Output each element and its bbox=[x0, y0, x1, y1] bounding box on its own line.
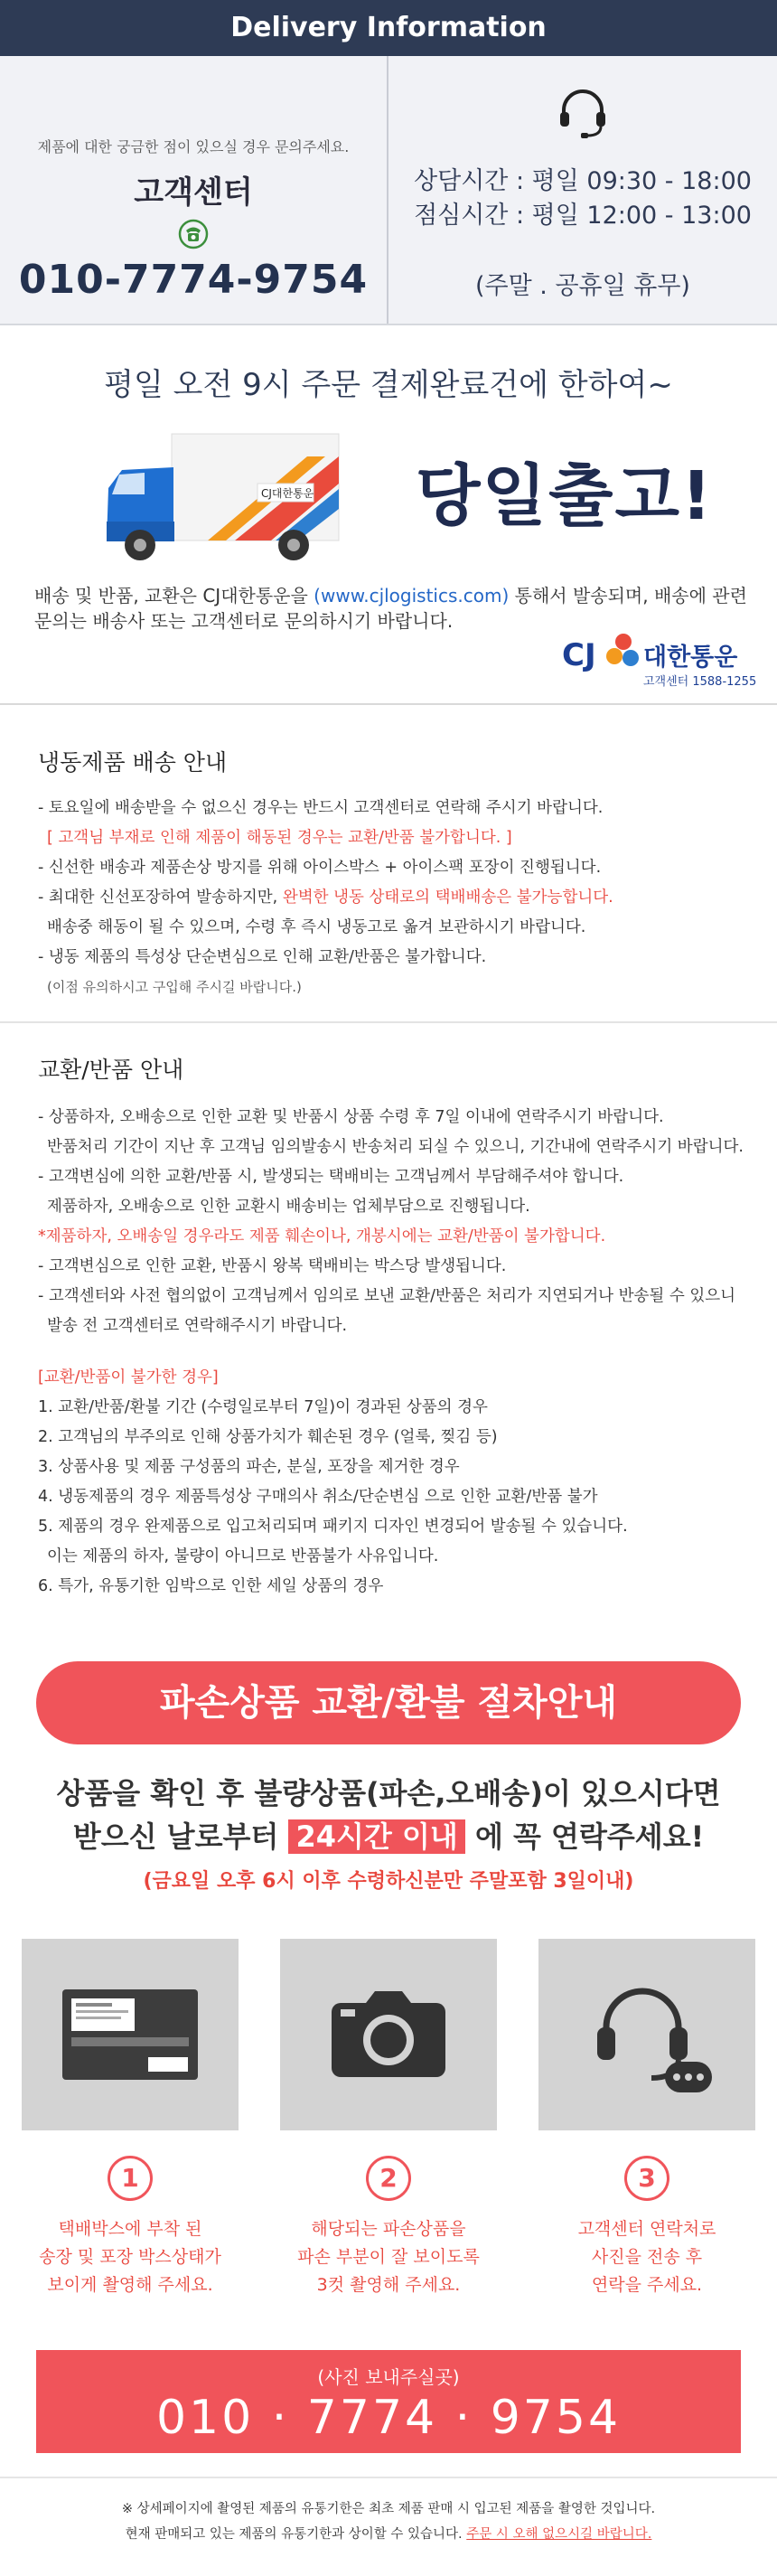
headset-icon bbox=[551, 83, 614, 143]
step-2-text-1: 해당되는 파손상품을 bbox=[311, 2219, 466, 2239]
photo-send-box bbox=[36, 2350, 741, 2453]
step-2 bbox=[280, 1939, 497, 2299]
same-day-condition: 평일 오전 9시 주문 결제완료건에 한하여~ bbox=[104, 367, 673, 403]
frozen-line-7: (이점 유의하시고 구입해 주시길 바랍니다.) bbox=[47, 979, 302, 995]
exchange-line-4: 제품하자, 오배송으로 인한 교환시 배송비는 업체부담으로 진행됩니다. bbox=[47, 1198, 530, 1216]
frozen-line-3: - 신선한 배송과 제품손상 방지를 위해 아이스박스 + 아이스팩 포장이 진행됩니다. bbox=[38, 859, 602, 877]
exchange-line-6: - 고객변심으로 인한 교환, 반품시 왕복 택배비는 박스당 발생됩니다. bbox=[38, 1257, 507, 1275]
footer-notice bbox=[0, 2477, 777, 2547]
banner-title: 파손상품 교환/환불 절차안내 bbox=[159, 1682, 618, 1724]
damage-message-2: 받으신 날로부터 24시간 이내 에 꼭 연락주세요! bbox=[72, 1819, 705, 1854]
step-2-text-2: 파손 부분이 잘 보이도록 bbox=[297, 2247, 480, 2267]
exchange-line-8: 발송 전 고객센터로 연락해주시기 바랍니다. bbox=[47, 1317, 348, 1335]
exchange-line-5: *제품하자, 오배송일 경우라도 제품 훼손이나, 개봉시에는 교환/반품이 불가합니다. bbox=[38, 1227, 606, 1246]
frozen-line-2: [ 고객님 부재로 인해 제품이 해동된 경우는 교환/반품 불가합니다. ] bbox=[47, 829, 512, 847]
headset-icon bbox=[579, 1971, 715, 2098]
phone-number: 010-7774-9754 bbox=[18, 257, 369, 303]
logo-cj-text: CJ bbox=[562, 637, 596, 673]
delivery-truck-image bbox=[99, 429, 343, 569]
lunch-hours: 점심시간 : 평일 12:00 - 13:00 bbox=[414, 202, 752, 230]
step-1-image bbox=[22, 1939, 239, 2130]
step-3-number: 3 bbox=[624, 2156, 669, 2201]
holiday-notice: (주말 . 공휴일 휴무) bbox=[475, 272, 690, 300]
frozen-line-4: - 최대한 신선포장하여 발송하지만, 완벽한 냉동 상태로의 택배배송은 불가능합니다. bbox=[38, 888, 613, 907]
step-3-image bbox=[538, 1939, 755, 2130]
exchange-return-section bbox=[0, 1023, 777, 1661]
contact-panel bbox=[0, 56, 777, 325]
logo-name-text: 대한통운 bbox=[643, 644, 738, 672]
step-1 bbox=[22, 1939, 239, 2299]
footer-line-2: 현재 판매되고 있는 제품의 유통기한과 상이할 수 있습니다. 주문 시 오해 없으시길 바랍니다. bbox=[125, 2527, 652, 2542]
step-1-text-3: 보이게 촬영해 주세요. bbox=[47, 2275, 213, 2295]
send-label: (사진 보내주실곳) bbox=[317, 2366, 460, 2388]
not-allowed-2: 2. 고객님의 부주의로 인해 상품가치가 훼손된 경우 (얼룩, 찢김 등) bbox=[38, 1428, 498, 1446]
damage-message-1: 상품을 확인 후 불량상품(파손,오배송)이 있으시다면 bbox=[56, 1776, 721, 1810]
shipping-section bbox=[0, 325, 777, 705]
exchange-title: 교환/반품 안내 bbox=[38, 1057, 184, 1083]
step-2-text-3: 3컷 촬영해 주세요. bbox=[316, 2275, 461, 2295]
damage-message-3: (금요일 오후 6시 이후 수령하신분만 주말포함 3일이내) bbox=[143, 1870, 634, 1893]
camera-icon bbox=[330, 1989, 447, 2080]
not-allowed-1: 1. 교환/반품/환불 기간 (수령일로부터 7일)이 경과된 상품의 경우 bbox=[38, 1398, 488, 1416]
step-1-text-1: 택배박스에 부착 된 bbox=[58, 2219, 202, 2239]
frozen-delivery-section bbox=[0, 705, 777, 1023]
consult-hours: 상담시간 : 평일 09:30 - 18:00 bbox=[414, 167, 752, 195]
business-hours bbox=[388, 56, 777, 324]
truck-brand-text: CJ대한통운 bbox=[261, 487, 314, 500]
footer-line-1: ※ 상세페이지에 촬영된 제품의 유통기한은 최초 제품 판매 시 입고된 제품을 촬영한 것입니다. bbox=[121, 2502, 656, 2516]
cj-website-link[interactable]: (www.cjlogistics.com) bbox=[314, 585, 510, 606]
step-3-text-1: 고객센터 연락처로 bbox=[577, 2219, 716, 2239]
not-allowed-title: [교환/반품이 불가한 경우] bbox=[38, 1368, 219, 1387]
time-limit-highlight: 24시간 이내 bbox=[288, 1819, 464, 1854]
logo-sub-text: 고객센터 1588-1255 bbox=[643, 675, 757, 689]
damage-message bbox=[0, 1772, 777, 1894]
desc-part-c: 문의는 배송사 또는 고객센터로 문의하시기 바랍니다. bbox=[34, 610, 454, 632]
frozen-warning: 완벽한 냉동 상태로의 택배배송은 불가능합니다. bbox=[282, 888, 613, 907]
footer-warning: 주문 시 오해 없으시길 바랍니다. bbox=[466, 2527, 652, 2542]
damage-procedure-banner bbox=[36, 1661, 741, 1744]
step-3-text-2: 사진을 전송 후 bbox=[591, 2247, 703, 2267]
exchange-line-3: - 고객변심에 의한 교환/반품 시, 발생되는 택배비는 고객님께서 부담해주셔야 합니다. bbox=[38, 1168, 624, 1186]
step-1-text-2: 송장 및 포장 박스상태가 bbox=[39, 2247, 221, 2267]
desc-part-b: 통해서 발송되며, 배송에 관련 bbox=[509, 585, 747, 606]
not-allowed-7: 6. 특가, 유통기한 임박으로 인한 세일 상품의 경우 bbox=[38, 1577, 384, 1595]
not-allowed-6: 이는 제품의 하자, 불량이 아니므로 반품불가 사유입니다. bbox=[47, 1547, 439, 1565]
exchange-line-1: - 상품하자, 오배송으로 인한 교환 및 반품시 상품 수령 후 7일 이내에 연락주시기 바랍니다. bbox=[38, 1108, 664, 1126]
inquiry-text: 제품에 대한 궁금한 점이 있으실 경우 문의주세요. bbox=[37, 138, 350, 155]
step-3 bbox=[538, 1939, 755, 2299]
step-3-text-3: 연락을 주세요. bbox=[591, 2275, 703, 2295]
not-allowed-4: 4. 냉동제품의 경우 제품특성상 구매의사 취소/단순변심 으로 인한 교환/반품 불가 bbox=[38, 1488, 598, 1506]
not-allowed-3: 3. 상품사용 및 제품 구성품의 파손, 분실, 포장을 제거한 경우 bbox=[38, 1458, 460, 1476]
exchange-line-2: 반품처리 기간이 지난 후 고객님 임의발송시 반송처리 되실 수 있으니, 기간내에 연락주시기 바랍니다. bbox=[47, 1138, 744, 1156]
procedure-steps bbox=[0, 1939, 777, 2299]
step-1-number: 1 bbox=[108, 2156, 153, 2201]
frozen-line-5: 배송중 해동이 될 수 있으며, 수령 후 즉시 냉동고로 옮겨 보관하시기 바랍니다. bbox=[47, 918, 586, 936]
customer-center-title: 고객센터 bbox=[134, 174, 253, 211]
frozen-line-6: - 냉동 제품의 특성상 단순변심으로 인해 교환/반품은 불가합니다. bbox=[38, 948, 487, 966]
telephone-icon bbox=[178, 219, 209, 249]
page-header bbox=[0, 0, 777, 56]
frozen-line-1: - 토요일에 배송받을 수 없으신 경우는 반드시 고객센터로 연락해 주시기 바랍니다. bbox=[38, 799, 604, 817]
same-day-shipping-headline: 당일출고! bbox=[416, 457, 714, 535]
exchange-line-7: - 고객센터와 사전 협의없이 고객님께서 임의로 보낸 교환/반품은 처리가 지연되거나 반송될 수 있으니 bbox=[38, 1287, 736, 1305]
customer-center bbox=[0, 56, 388, 324]
desc-part-a: 배송 및 반품, 교환은 CJ대한통운을 bbox=[34, 585, 314, 606]
step-2-number: 2 bbox=[366, 2156, 411, 2201]
cj-logistics-logo bbox=[560, 622, 759, 694]
header-title: Delivery Information bbox=[230, 12, 547, 43]
frozen-title: 냉동제품 배송 안내 bbox=[38, 749, 228, 776]
send-phone-number: 010 · 7774 · 9754 bbox=[155, 2391, 622, 2445]
not-allowed-5: 5. 제품의 경우 완제품으로 입고처리되며 패키지 디자인 변경되어 발송될 수 있습니다. bbox=[38, 1518, 628, 1536]
step-2-image bbox=[280, 1939, 497, 2130]
shipping-label-icon bbox=[58, 1985, 202, 2084]
